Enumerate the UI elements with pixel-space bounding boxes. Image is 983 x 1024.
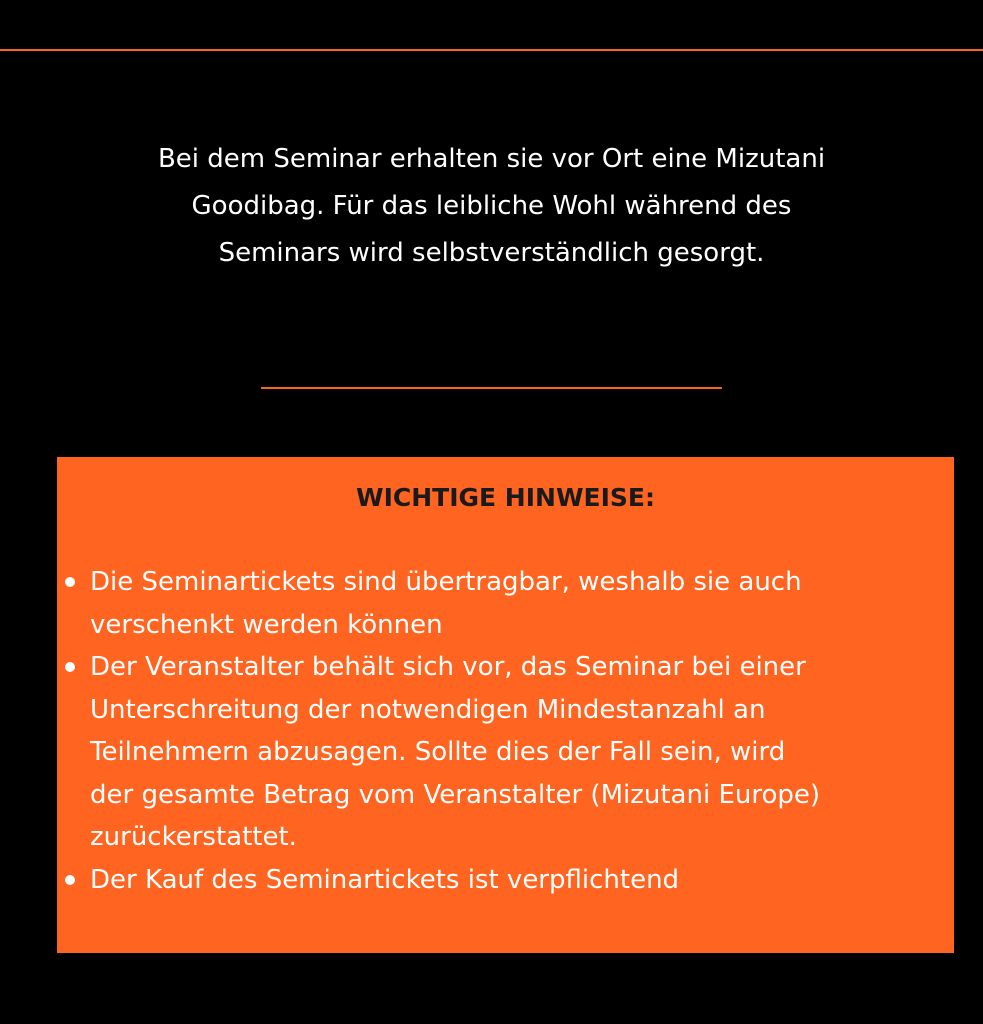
list-item-line: Der Veranstalter behält sich vor, das Seminar bei einer [90, 652, 806, 682]
list-item-line: Der Kauf des Seminartickets ist verpflichtend [90, 864, 680, 895]
list-item-line: verschenkt werden können [90, 609, 443, 640]
bullet-icon [65, 577, 75, 587]
list-item-line: zurückerstattet. [90, 822, 297, 852]
important-notes-heading: WICHTIGE HINWEISE: [356, 483, 655, 512]
list-item-line: Die Seminartickets sind übertragbar, weshalb sie auch [90, 567, 802, 597]
list-item [65, 561, 954, 646]
bullet-icon [65, 875, 75, 885]
list-item-line: Unterschreitung der notwendigen Mindestanzahl an [90, 694, 766, 725]
list-item-line: Teilnehmern abzusagen. Sollte dies der Fall sein, wird [90, 737, 786, 767]
intro-line: Goodibag. Für das leibliche Wohl während des [191, 191, 792, 221]
intro-paragraph [60, 136, 923, 277]
important-notes-list [65, 561, 954, 901]
list-item [65, 646, 954, 859]
intro-line: Bei dem Seminar erhalten sie vor Ort eine Mizutani [157, 144, 826, 174]
intro-line: Seminars wird selbstverständlich gesorgt. [218, 238, 765, 268]
middle-divider [261, 387, 722, 389]
list-item-line: der gesamte Betrag vom Veranstalter (Mizutani Europe) [90, 779, 821, 810]
top-divider [0, 49, 983, 51]
bullet-icon [65, 662, 75, 672]
list-item [65, 859, 954, 902]
important-notes-box [57, 457, 954, 953]
